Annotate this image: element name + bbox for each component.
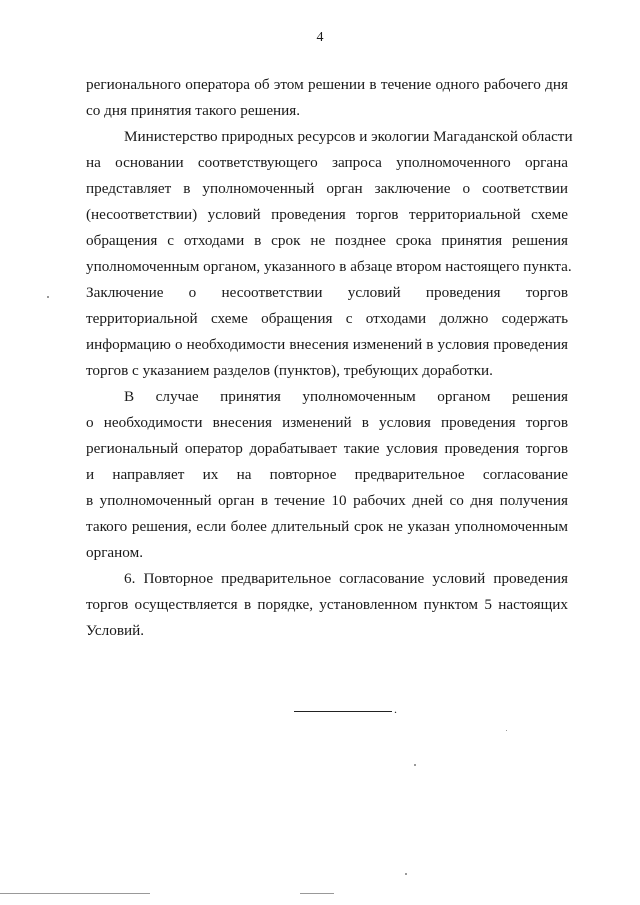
page-number: 4: [316, 30, 324, 45]
paragraph-decision: [86, 384, 568, 566]
paragraph-ministry: [86, 124, 573, 384]
end-of-document-dot: .: [394, 702, 397, 716]
text-line: В случае принятия уполномоченным органом решения: [124, 388, 568, 405]
text-line: и направляет их на повторное предварительное согласование: [86, 466, 568, 483]
scan-artifact-line: [300, 893, 334, 894]
text-line: уполномоченным органом, указанного в абзаце втором настоящего пункта.: [86, 258, 572, 275]
text-line: региональный оператор дорабатывает такие условия проведения торгов: [86, 440, 568, 457]
text-line: обращения с отходами в срок не позднее срока принятия решения: [86, 232, 568, 249]
text-line: представляет в уполномоченный орган заключение о соответствии: [86, 180, 568, 197]
text-line: о необходимости внесения изменений в условия проведения торгов: [86, 414, 568, 431]
scan-artifact-dot: [405, 873, 407, 875]
scan-artifact-dot: [414, 764, 416, 766]
text-line: Министерство природных ресурсов и экологии Магаданской области: [124, 128, 573, 145]
text-line: со дня принятия такого решения.: [86, 102, 301, 119]
scan-artifact-dot: [47, 296, 49, 298]
text-line: Заключение о несоответствии условий проведения торгов: [86, 284, 568, 301]
paragraph-item-6: [86, 566, 568, 644]
text-line: Условий.: [86, 622, 145, 639]
text-line: торгов осуществляется в порядке, установленном пунктом 5 настоящих: [86, 596, 568, 613]
text-line: (несоответствии) условий проведения торгов территориальной схеме: [86, 206, 568, 223]
scan-artifact-dot: [506, 730, 507, 731]
text-line: 6. Повторное предварительное согласование условий проведения: [124, 570, 568, 587]
text-line: органом.: [86, 544, 143, 561]
text-line: торгов с указанием разделов (пунктов), требующих доработки.: [86, 362, 493, 379]
text-line: на основании соответствующего запроса уполномоченного органа: [86, 154, 568, 171]
text-line: информацию о необходимости внесения изменений в условия проведения: [86, 336, 568, 353]
text-line: территориальной схеме обращения с отходами должно содержать: [86, 310, 568, 327]
scan-artifact-line: [0, 893, 150, 894]
paragraph-continuation: [86, 72, 568, 124]
text-line: такого решения, если более длительный срок не указан уполномоченным: [86, 518, 568, 535]
end-of-document-rule: [294, 711, 392, 712]
text-line: в уполномоченный орган в течение 10 рабочих дней со дня получения: [86, 492, 568, 509]
text-line: регионального оператора об этом решении в течение одного рабочего дня: [86, 76, 568, 93]
